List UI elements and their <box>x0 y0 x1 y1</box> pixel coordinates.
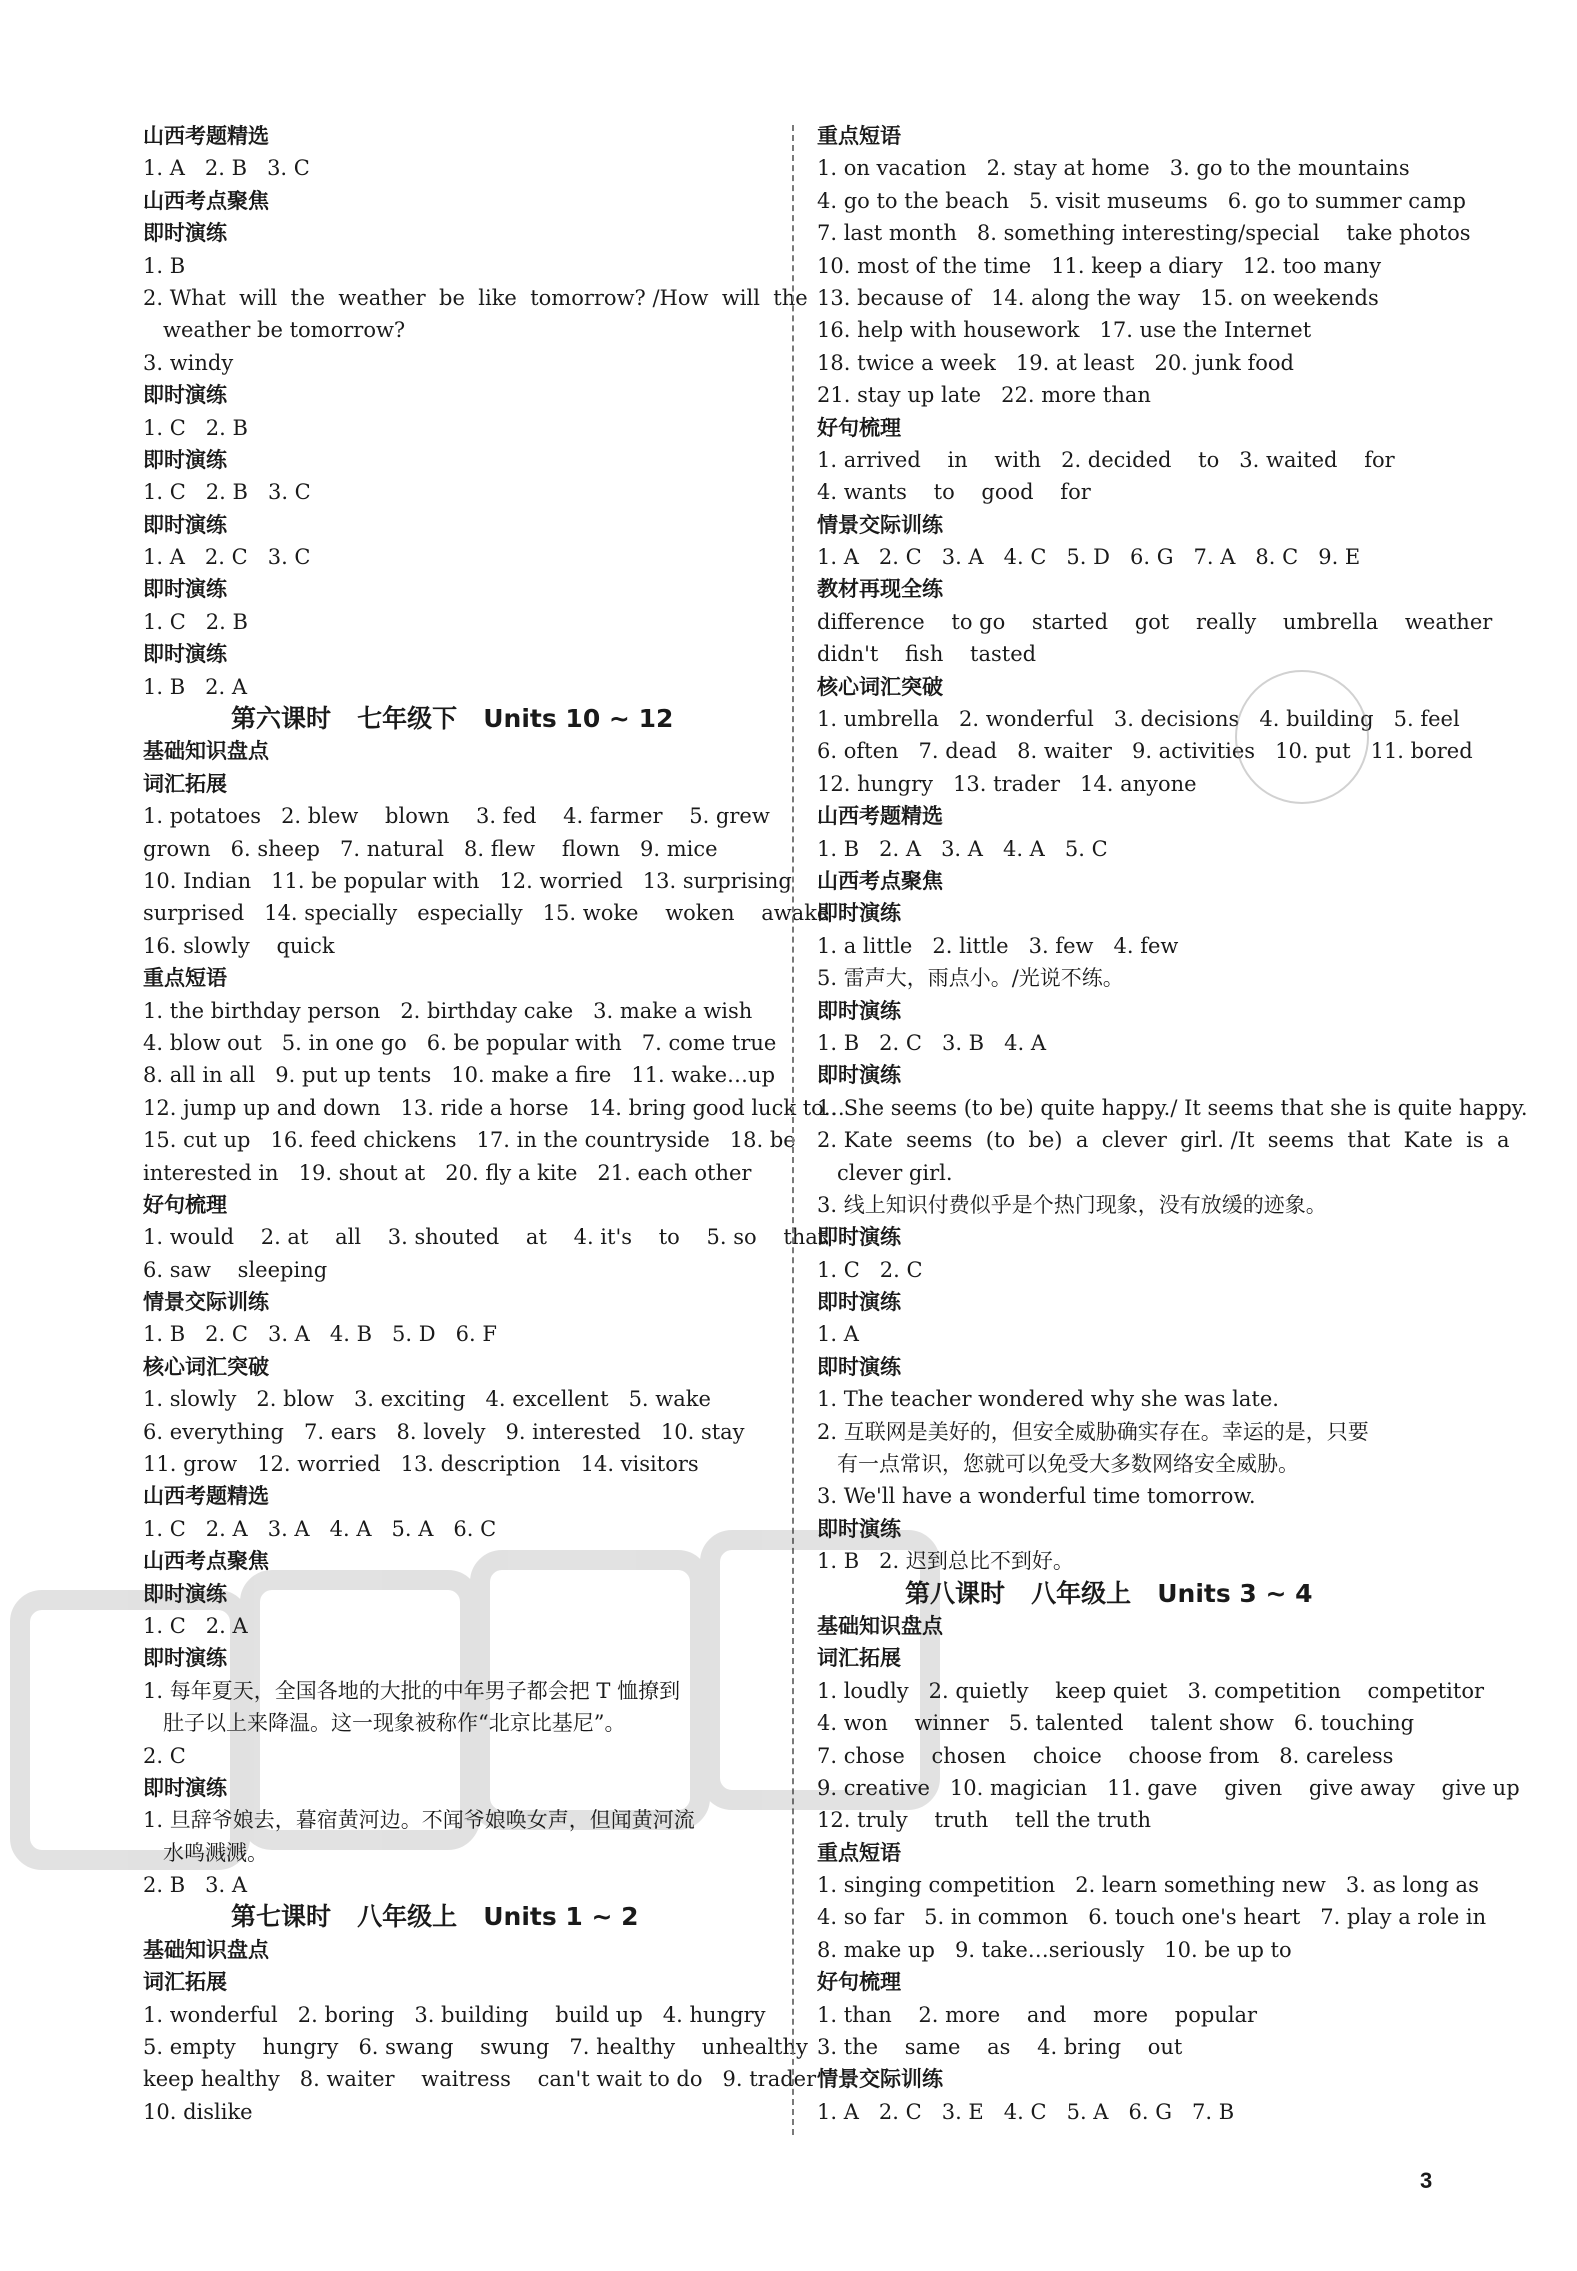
section-heading: 山西考点聚焦 <box>143 1549 269 1574</box>
answer-line: 3. 线上知识付费似乎是个热门现象，没有放缓的迹象。 <box>817 1192 1327 1217</box>
answer-line: 10. Indian 11. be popular with 12. worried 13. surprising <box>143 868 792 893</box>
section-heading: 山西考题精选 <box>143 124 269 148</box>
answer-line: 1. 旦辞爷娘去，暮宿黄河边。不闻爷娘唤女声，但闻黄河流 <box>143 1808 695 1833</box>
section-heading: 即时演练 <box>817 998 901 1023</box>
lesson-title: 第七课时 八年级上 Units 1 ~ 2 <box>231 1902 639 1932</box>
section-heading: 词汇拓展 <box>143 1970 227 1995</box>
answer-line: 2. C <box>143 1743 186 1768</box>
answer-line: 1. She seems (to be) quite happy./ It seems that she is quite happy. <box>817 1095 1528 1120</box>
answer-line: 3. the same as 4. bring out <box>817 2035 1183 2060</box>
answer-line: 1. would 2. at all 3. shouted at 4. it's to 5. so that <box>143 1225 827 1250</box>
section-heading: 山西考题精选 <box>143 1484 269 1509</box>
page-number: 3 <box>1420 2168 1433 2193</box>
section-heading: 词汇拓展 <box>143 771 227 796</box>
answer-line: 21. stay up late 22. more than <box>817 383 1151 408</box>
section-heading: 情景交际训练 <box>817 512 943 537</box>
lesson-title: 第八课时 八年级上 Units 3 ~ 4 <box>905 1578 1313 1608</box>
answer-line: 12. truly truth tell the truth <box>817 1808 1152 1833</box>
section-heading: 重点短语 <box>143 966 227 991</box>
answer-line: 2. Kate seems (to be) a clever girl. /It seems that Kate is a <box>817 1128 1510 1153</box>
answer-line: 1. slowly 2. blow 3. exciting 4. excellent 5. wake <box>143 1387 711 1412</box>
section-heading: 即时演练 <box>817 1354 901 1379</box>
section-heading: 山西考点聚焦 <box>817 868 943 893</box>
answer-line: 1. B 2. C 3. B 4. A <box>817 1030 1047 1055</box>
answer-line: 4. wants to good for <box>817 480 1091 505</box>
answer-line: 1. singing competition 2. learn something new 3. as long as <box>817 1873 1479 1898</box>
column-divider <box>792 125 794 2135</box>
answer-line: difference to go started got really umbrella weather <box>817 609 1493 634</box>
answer-line: 1. umbrella 2. wonderful 3. decisions 4. building 5. feel <box>817 707 1460 732</box>
answer-line: 1. C 2. A <box>143 1613 248 1638</box>
answer-line: 16. help with housework 17. use the Internet <box>817 318 1312 343</box>
answer-line: 7. chose chosen choice choose from 8. careless <box>817 1743 1394 1768</box>
section-heading: 词汇拓展 <box>817 1646 901 1671</box>
answer-line: 18. twice a week 19. at least 20. junk food <box>817 350 1294 375</box>
section-heading: 好句梳理 <box>143 1192 227 1217</box>
section-heading: 即时演练 <box>817 1516 901 1541</box>
answer-line: interested in 19. shout at 20. fly a kite 21. each other <box>143 1160 752 1185</box>
answer-line: 1. 每年夏天，全国各地的大批的中年男子都会把 T 恤撩到 <box>143 1678 681 1703</box>
section-heading: 即时演练 <box>143 447 227 472</box>
answer-line: 4. so far 5. in common 6. touch one's heart 7. play a role in <box>817 1905 1487 1930</box>
answer-line: 1. B 2. A 3. A 4. A 5. C <box>817 836 1108 861</box>
answer-line: 1. B <box>143 253 186 278</box>
answer-line: 7. last month 8. something interesting/special take photos <box>817 221 1471 246</box>
answer-line: 1. potatoes 2. blew blown 3. fed 4. farmer 5. grew <box>143 804 770 829</box>
answer-line: 1. C 2. A 3. A 4. A 5. A 6. C <box>143 1516 497 1541</box>
answer-line: 5. empty hungry 6. swang swung 7. healthy unhealthy <box>143 2035 808 2060</box>
answer-line: 1. A 2. C 3. A 4. C 5. D 6. G 7. A 8. C 9. E <box>817 545 1361 570</box>
answer-line: 1. a little 2. little 3. few 4. few <box>817 933 1179 958</box>
section-heading: 即时演练 <box>817 901 901 926</box>
answer-line: 9. creative 10. magician 11. gave given give away give up <box>817 1775 1520 1800</box>
answer-line: 1. than 2. more and more popular <box>817 2002 1258 2027</box>
section-heading: 好句梳理 <box>817 415 901 440</box>
section-heading: 教材再现全练 <box>817 577 943 602</box>
section-heading: 即时演练 <box>143 642 227 667</box>
answer-line: 10. dislike <box>143 2099 253 2124</box>
answer-line: 1. wonderful 2. boring 3. building build up 4. hungry <box>143 2002 766 2027</box>
answer-line: 1. B 2. A <box>143 674 248 699</box>
answer-line: 3. We'll have a wonderful time tomorrow. <box>817 1484 1256 1509</box>
answer-line: 2. What will the weather be like tomorrow? /How will the <box>143 285 808 310</box>
right-column <box>817 120 1528 2128</box>
answer-line: 11. grow 12. worried 13. description 14. visitors <box>143 1452 699 1477</box>
section-heading: 情景交际训练 <box>143 1290 269 1315</box>
answer-line: 1. C 2. C <box>817 1257 923 1282</box>
answer-line: 1. B 2. 迟到总比不到好。 <box>817 1549 1074 1574</box>
answer-line: 15. cut up 16. feed chickens 17. in the countryside 18. be <box>143 1128 796 1153</box>
answer-line: 12. hungry 13. trader 14. anyone <box>817 771 1197 796</box>
answer-line: 16. slowly quick <box>143 933 335 958</box>
answer-line: 1. A <box>817 1322 859 1347</box>
section-heading: 即时演练 <box>143 577 227 602</box>
answer-line: 1. B 2. C 3. A 4. B 5. D 6. F <box>143 1322 497 1347</box>
answer-line: 6. saw sleeping <box>143 1257 328 1282</box>
answer-line: 1. A 2. B 3. C <box>143 156 310 181</box>
answer-line: 4. won winner 5. talented talent show 6. touching <box>817 1711 1415 1736</box>
section-heading: 基础知识盘点 <box>143 1937 269 1962</box>
answer-line: 8. make up 9. take…seriously 10. be up to <box>817 1937 1292 1962</box>
answer-line: keep healthy 8. waiter waitress can't wait to do 9. trader <box>143 2067 817 2092</box>
answer-line: 肚子以上来降温。这一现象被称作“北京比基尼”。 <box>143 1711 626 1736</box>
answer-line: 6. often 7. dead 8. waiter 9. activities 10. put 11. bored <box>817 739 1473 764</box>
section-heading: 山西考题精选 <box>817 804 943 829</box>
answer-line: 6. everything 7. ears 8. lovely 9. interested 10. stay <box>143 1419 745 1444</box>
answer-line: clever girl. <box>817 1160 953 1185</box>
answer-line: 4. go to the beach 5. visit museums 6. go to summer camp <box>817 188 1466 213</box>
section-heading: 核心词汇突破 <box>143 1354 269 1379</box>
answer-line: 4. blow out 5. in one go 6. be popular with 7. come true <box>143 1030 777 1055</box>
answer-line: surprised 14. specially especially 15. woke woken awake <box>143 901 830 926</box>
section-heading: 即时演练 <box>143 1775 227 1800</box>
answer-line: 8. all in all 9. put up tents 10. make a fire 11. wake…up <box>143 1063 776 1088</box>
answer-line: 1. the birthday person 2. birthday cake 3. make a wish <box>143 998 753 1023</box>
answer-line: 1. A 2. C 3. E 4. C 5. A 6. G 7. B <box>817 2099 1235 2124</box>
answer-line: weather be tomorrow? <box>143 318 406 343</box>
answer-line: 3. windy <box>143 350 234 375</box>
lesson-title: 第六课时 七年级下 Units 10 ~ 12 <box>231 704 674 734</box>
answer-line: 1. on vacation 2. stay at home 3. go to the mountains <box>817 156 1410 181</box>
answer-line: 1. loudly 2. quietly keep quiet 3. competition competitor <box>817 1678 1485 1703</box>
answer-line: 2. B 3. A <box>143 1873 248 1898</box>
answer-line: grown 6. sheep 7. natural 8. flew flown 9. mice <box>143 836 718 861</box>
stamp-seal <box>1235 670 1369 804</box>
section-heading: 即时演练 <box>143 221 227 246</box>
section-heading: 核心词汇突破 <box>817 674 943 699</box>
answer-line: 1. C 2. B 3. C <box>143 480 311 505</box>
answer-line: 5. 雷声大，雨点小。/光说不练。 <box>817 966 1124 991</box>
answer-line: 1. A 2. C 3. C <box>143 545 311 570</box>
answer-line: 水鸣溅溅。 <box>143 1840 269 1865</box>
answer-line: didn't fish tasted <box>817 642 1037 667</box>
answer-line: 12. jump up and down 13. ride a horse 14. bring good luck to… <box>143 1095 845 1120</box>
answer-line: 1. arrived in with 2. decided to 3. waited for <box>817 447 1395 472</box>
section-heading: 即时演练 <box>143 512 227 537</box>
answer-line: 有一点常识，您就可以免受大多数网络安全威胁。 <box>817 1452 1300 1477</box>
answer-line: 10. most of the time 11. keep a diary 12. too many <box>817 253 1382 278</box>
answer-line: 13. because of 14. along the way 15. on weekends <box>817 285 1379 310</box>
section-heading: 基础知识盘点 <box>817 1613 943 1638</box>
section-heading: 即时演练 <box>817 1290 901 1315</box>
section-heading: 好句梳理 <box>817 1970 901 1995</box>
section-heading: 情景交际训练 <box>817 2067 943 2092</box>
answer-line: 1. C 2. B <box>143 609 248 634</box>
answer-line: 2. 互联网是美好的，但安全威胁确实存在。幸运的是，只要 <box>817 1419 1369 1444</box>
section-heading: 重点短语 <box>817 1840 901 1865</box>
left-column <box>143 120 845 2128</box>
answer-line: 1. C 2. B <box>143 415 248 440</box>
answer-line: 1. The teacher wondered why she was late. <box>817 1387 1279 1412</box>
section-heading: 山西考点聚焦 <box>143 188 269 213</box>
section-heading: 基础知识盘点 <box>143 739 269 764</box>
section-heading: 即时演练 <box>143 1646 227 1671</box>
section-heading: 即时演练 <box>143 383 227 408</box>
section-heading: 即时演练 <box>817 1225 901 1250</box>
section-heading: 重点短语 <box>817 124 901 148</box>
section-heading: 即时演练 <box>817 1063 901 1088</box>
section-heading: 即时演练 <box>143 1581 227 1606</box>
